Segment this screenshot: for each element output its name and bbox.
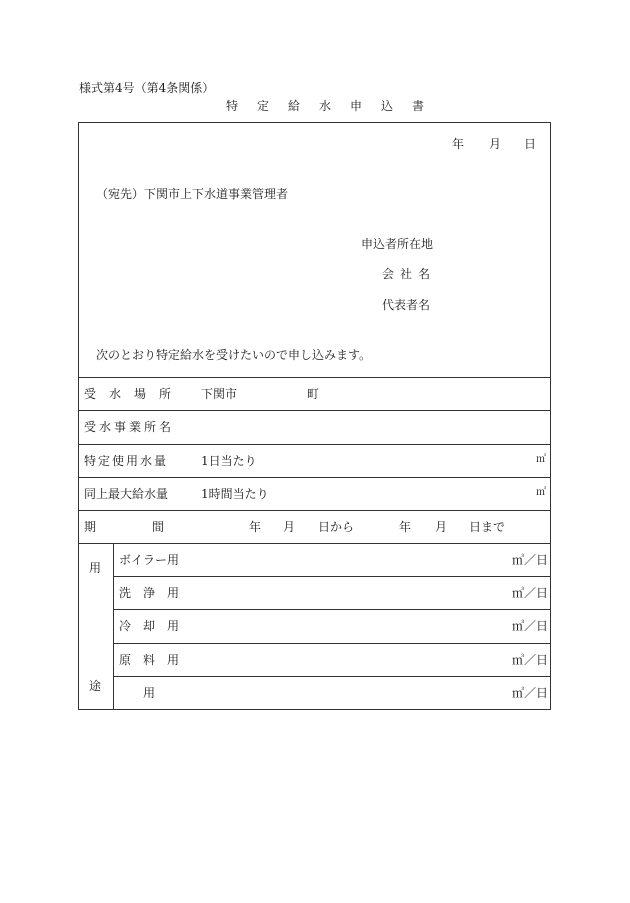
location-town: 町 [307,387,320,401]
period-to-year: 年 [399,520,412,534]
form-number: 様式第4号（第4条関係） [79,81,215,95]
location-city: 下関市 [201,387,238,401]
purpose-item-other: 用 [143,686,156,700]
period-to-suffix: 日まで [469,520,506,534]
period-from-year: 年 [249,520,262,534]
purpose-item-raw-material: 原料用 [119,653,192,667]
divider-max [78,510,551,511]
purpose-column-divider [113,543,114,710]
office-label: 受水事業所名 [84,420,175,434]
divider-usage [78,477,551,478]
divider-period [78,543,551,544]
date-day: 日 [524,137,537,151]
applicant-company-label: 会社名 [382,267,437,281]
purpose-label-bottom: 途 [89,679,102,693]
purpose-unit-2: ㎥／日 [512,586,549,600]
max-volume-label: 同上最大給水量 [84,487,169,501]
divider-location [78,410,551,411]
purpose-item-boiler: ボイラー用 [119,553,180,567]
divider-header [78,377,551,378]
purpose-unit-3: ㎥／日 [512,619,549,633]
max-volume-basis: 1時間当たり [201,487,269,501]
divider-purpose-2 [113,609,551,610]
date-month: 月 [489,137,502,151]
usage-volume-unit: ㎥ [536,454,546,465]
applicant-representative-label: 代表者名 [382,298,431,312]
period-from-suffix: 日から [318,520,355,534]
period-from-month: 月 [283,520,296,534]
form-title: 特定給水申込書 [226,99,444,113]
max-volume-unit: ㎥ [536,487,546,498]
intro-text: 次のとおり特定給水を受けたいので申し込みます。 [96,348,372,362]
divider-purpose-3 [113,643,551,644]
divider-purpose-4 [113,676,551,677]
location-label: 受水場所 [84,387,185,401]
divider-office [78,444,551,445]
period-label: 期間 [84,520,221,534]
applicant-address-label: 申込者所在地 [361,237,434,251]
usage-volume-label: 特定使用水量 [84,454,169,468]
purpose-unit-5: ㎥／日 [512,686,549,700]
period-to-month: 月 [435,520,448,534]
purpose-unit-1: ㎥／日 [512,553,549,567]
usage-volume-basis: 1日当たり [201,454,257,468]
purpose-item-cleaning: 洗浄用 [119,586,192,600]
divider-purpose-1 [113,576,551,577]
purpose-label-top: 用 [89,561,102,575]
purpose-item-cooling: 冷却用 [119,619,192,633]
date-year: 年 [452,137,465,151]
purpose-unit-4: ㎥／日 [512,653,549,667]
addressee: （宛先）下関市上下水道事業管理者 [96,187,289,201]
